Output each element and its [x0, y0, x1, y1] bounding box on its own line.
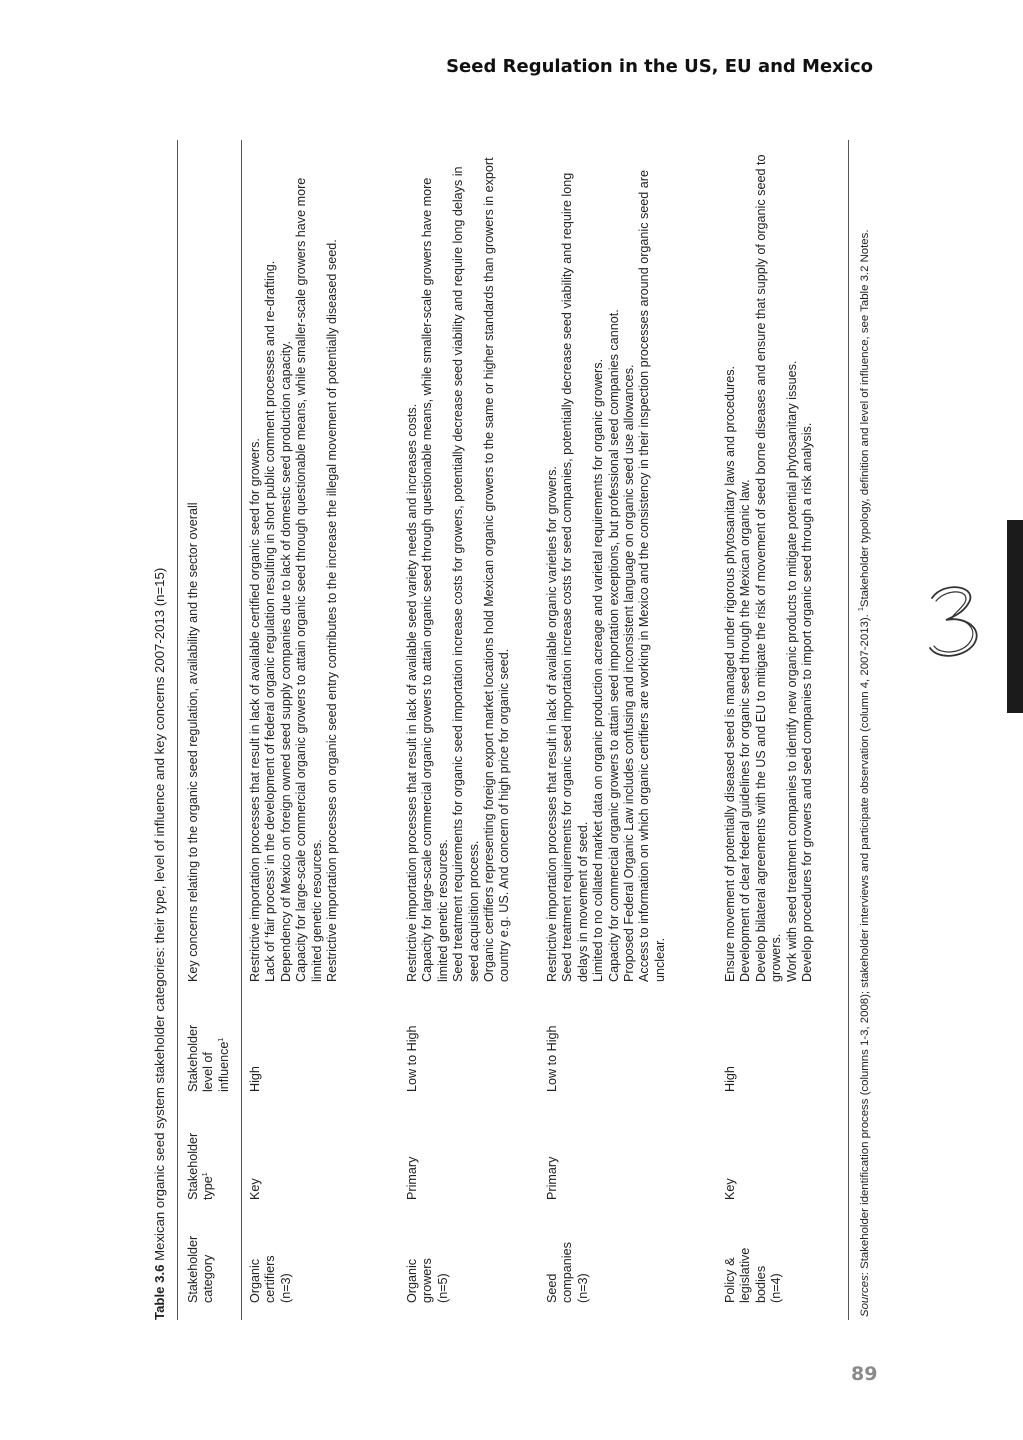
- table-header-rule: [241, 140, 242, 1320]
- concern-item: Restrictive importation processes that result in lack of available seed variety needs and increases costs.: [405, 403, 419, 982]
- table-cell-category: Organic certifiers (n=3): [248, 1255, 293, 1303]
- concern-item: Development of clear federal guidelines for organic seed through the Mexican organic law.: [738, 479, 753, 982]
- concern-item: Capacity for large-scale commercial organic growers to attain organic seed through questionable means, while smaller-scale growers have more limited genetic resources.: [420, 177, 450, 982]
- table-cell-type: Key: [723, 1178, 737, 1200]
- table-cell-category: Organic growers (n=5): [405, 1258, 450, 1303]
- concern-item: Lack of ‘fair process’ in the development of federal organic regulation resulting in short public comment processes and re-drafting.: [263, 260, 278, 982]
- table-top-rule: [177, 140, 178, 1320]
- table-source-notes: Sources: Stakeholder identification process (columns 1-3, 2008); stakeholder interviews and participate observation (column 4, 2007-2013). $^1$Stakeholder typology, definition and level of influence, see Table 3.2 Notes.: [858, 229, 871, 1317]
- concern-item: Develop bilateral agreements with the US and EU to mitigate the risk of movement of seed borne diseases and ensure that supply of organic seed to growers.: [753, 154, 784, 982]
- concern-item: Seed treatment requirements for organic seed importation increase costs for seed companies, potentially decrease seed viability and require long delays in movement of seed.: [560, 172, 590, 982]
- concern-item: Restrictive importation processes that result in lack of available organic varieties for growers.: [545, 466, 559, 982]
- table-cell-concerns: [545, 142, 668, 982]
- table-cell-concerns: [723, 142, 815, 982]
- table-cell-level: Low to High: [405, 1025, 419, 1092]
- concern-item: Capacity for large-scale commercial organic growers to attain organic seed through questionable means, while smaller-scale growers have more limited genetic resources.: [294, 177, 324, 982]
- table-bottom-rule: [848, 140, 849, 1320]
- concern-item: Capacity for commercial organic growers to attain seed importation exceptions, but professional seed companies cannot.: [606, 309, 621, 982]
- table-cell-concerns: [248, 142, 340, 982]
- header-stakeholder-level: Stakeholder level of influence$^1$: [186, 1024, 231, 1092]
- running-head: Seed Regulation in the US, EU and Mexico: [446, 56, 873, 77]
- table-cell-category: Seed companies (n=3): [545, 1242, 590, 1303]
- table-cell-type: Key: [248, 1178, 262, 1200]
- page-number: 89: [851, 1363, 878, 1385]
- caption-label: Table 3.6: [152, 1264, 167, 1320]
- table-cell-level: Low to High: [545, 1025, 559, 1092]
- table-cell-type: Primary: [545, 1156, 559, 1200]
- concern-item: Access to information on which organic certifiers are working in Mexico and the consistency in their inspection processes around organic seed are unclear.: [637, 169, 667, 982]
- concern-item: Restrictive importation processes that result in lack of available certified organic seed for growers.: [248, 438, 262, 982]
- caption-text: Mexican organic seed system stakeholder categories: their type, level of influence and key concerns 2007-2013 (n=15): [152, 567, 167, 1265]
- header-stakeholder-type: Stakeholder type$^1$: [186, 1132, 216, 1200]
- table-cell-type: Primary: [405, 1156, 419, 1200]
- concern-item: Proposed Federal Organic Law includes confusing and inconsistent language on organic seed use allowances.: [622, 364, 637, 982]
- concern-item: Dependency of Mexico on foreign owned seed supply companies due to lack of domestic seed production capacity.: [278, 340, 293, 982]
- table-cell-category: Policy & legislative bodies (n=4): [723, 1247, 784, 1303]
- table-cell-concerns: [405, 142, 513, 982]
- concern-item: Organic certifiers representing foreign export market locations hold Mexican organic growers to the same or higher standards than growers in export country e.g. US. And concern of high price for organic seed.: [482, 157, 512, 982]
- concern-item: Work with seed treatment companies to identify new organic products to mitigate potential phytosanitary issues.: [784, 360, 799, 982]
- chapter-number-glyph: [924, 582, 986, 662]
- concern-item: Develop procedures for growers and seed companies to import organic seed through a risk analysis.: [800, 422, 815, 982]
- table-caption: [152, 140, 167, 1320]
- header-key-concerns: Key concerns relating to the organic seed regulation, availability and the sector overall: [186, 502, 200, 982]
- table-cell-level: High: [248, 1066, 262, 1092]
- table-cell-level: High: [723, 1066, 737, 1092]
- concern-item: Limited to no collated market data on organic production acreage and varietal requirements for organic growers.: [591, 358, 606, 982]
- concern-item: Seed treatment requirements for organic seed importation increase costs for growers, potentially decrease seed viability and require long delays in seed acquisition process.: [451, 166, 481, 982]
- rotated-table-block: [150, 140, 890, 1320]
- header-stakeholder-category: Stakeholder category: [186, 1235, 216, 1303]
- concern-item: Restrictive importation processes on organic seed entry contributes to the increase the illegal movement of potentially diseased seed.: [325, 239, 340, 982]
- chapter-thumb-tab: [1007, 520, 1023, 713]
- concern-item: Ensure movement of potentially diseased seed is managed under rigorous phytosanitary laws and procedures.: [723, 365, 737, 982]
